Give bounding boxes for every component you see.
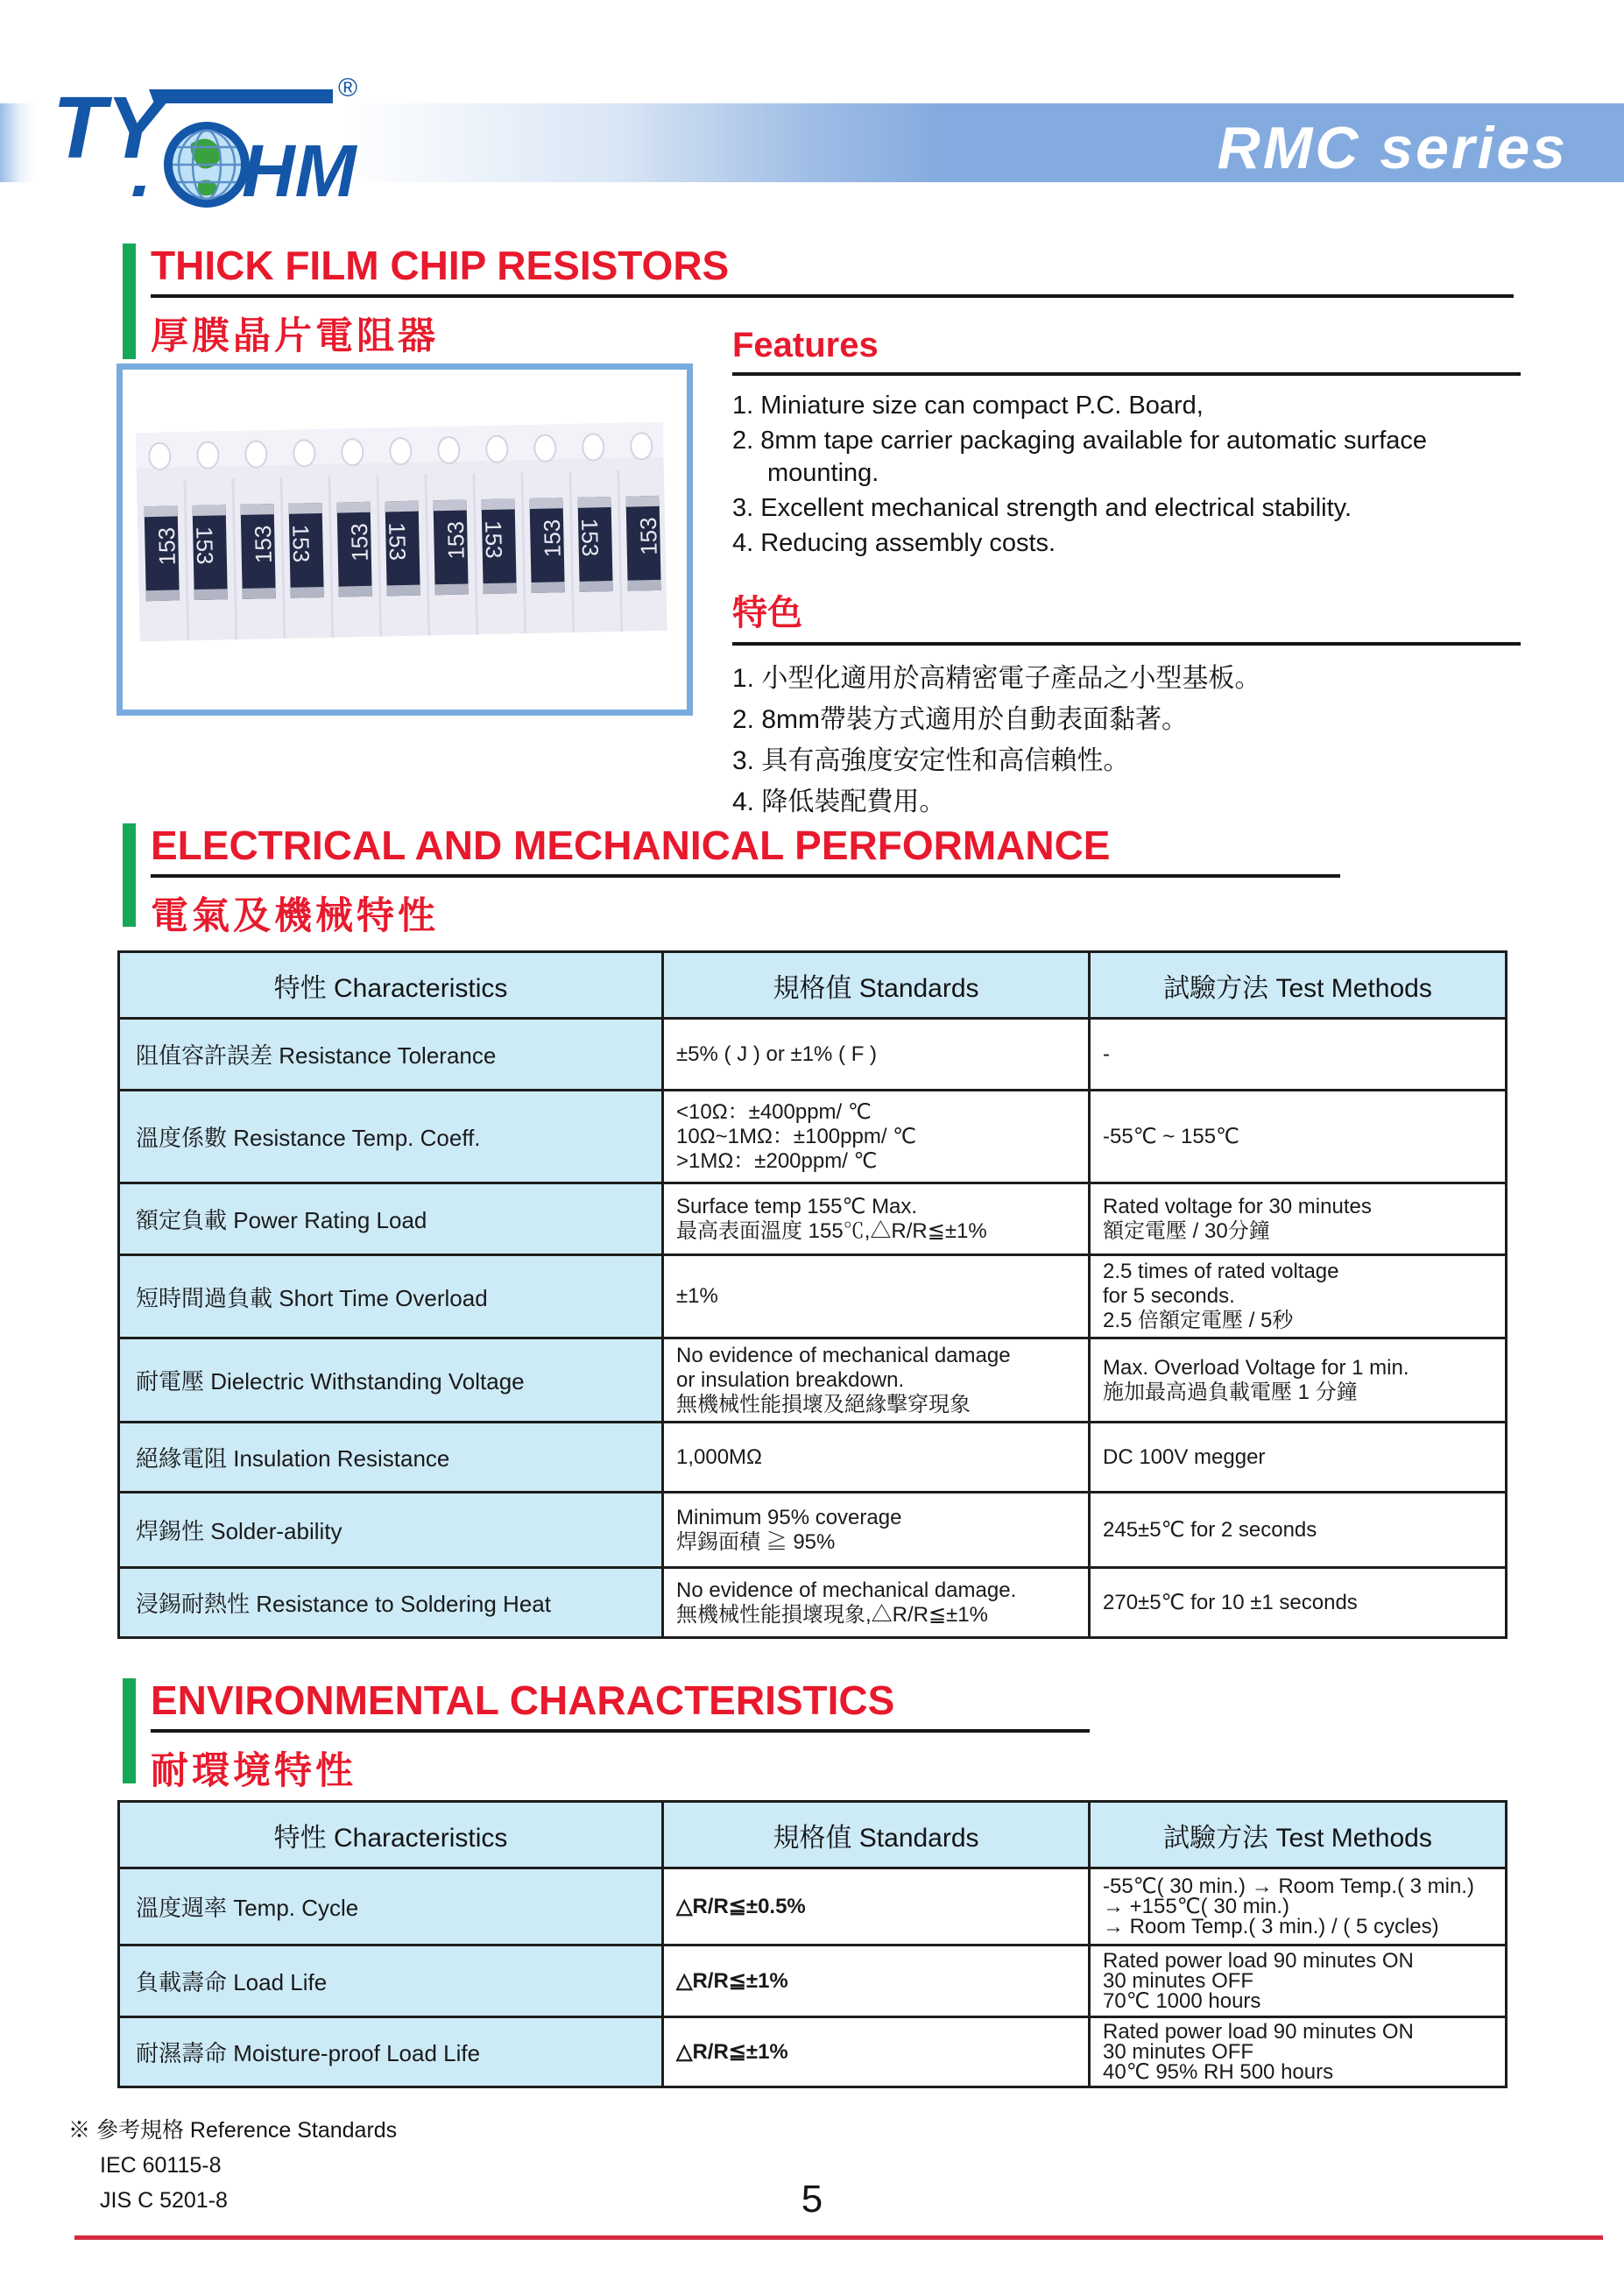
characteristics-cell: 絕緣電阻 Insulation Resistance xyxy=(119,1423,663,1493)
standards-cell: No evidence of mechanical damage or insulation breakdown. 無機械性能損壞及絕緣擊穿現象 xyxy=(663,1338,1090,1423)
series-title: RMC series xyxy=(1217,115,1568,181)
test-methods-cell: - xyxy=(1090,1019,1507,1091)
logo-top-bar xyxy=(149,89,333,103)
test-methods-cell: Max. Overload Voltage for 1 min. 施加最高過負載電壓 1 分鐘 xyxy=(1090,1338,1507,1423)
environmental-table xyxy=(117,1800,1507,2088)
green-bar xyxy=(123,823,136,927)
list-item: 3. Excellent mechanical strength and electrical stability. xyxy=(732,494,1352,522)
standards-cell: <10Ω：±400ppm/ ℃ 10Ω~1MΩ：±100ppm/ ℃ >1MΩ：±200ppm/ ℃ xyxy=(663,1091,1090,1183)
table-row xyxy=(119,1568,1507,1638)
section-environmental xyxy=(123,1677,1090,1795)
features-zh-rule xyxy=(732,642,1521,646)
column-header: 規格值 Standards xyxy=(663,1802,1090,1868)
chip-label: 153 xyxy=(384,522,412,561)
standards-cell: ±5% ( J ) or ±1% ( F ) xyxy=(663,1019,1090,1091)
column-header: 特性 Characteristics xyxy=(119,952,663,1019)
column-header: 試驗方法 Test Methods xyxy=(1090,1802,1507,1868)
chip-label: 153 xyxy=(345,523,373,562)
column-header: 特性 Characteristics xyxy=(119,1802,663,1868)
features-zh-title: 特色 xyxy=(732,594,802,632)
green-bar xyxy=(123,1678,136,1783)
title-rule xyxy=(151,1729,1090,1733)
list-item: IEC 60115-8 xyxy=(100,2153,222,2178)
footnote-title: 參考規格 Reference Standards xyxy=(95,2118,398,2143)
green-bar xyxy=(123,244,136,359)
standards-cell: △R/R≦±1% xyxy=(663,2017,1090,2087)
characteristics-cell: 額定負載 Power Rating Load xyxy=(119,1183,663,1255)
bottom-rule xyxy=(74,2235,1603,2240)
table-row xyxy=(119,1255,1507,1338)
intro-title-zh: 厚膜晶片電阻器 xyxy=(151,315,439,357)
chip-label: 153 xyxy=(287,524,315,563)
logo-dot xyxy=(132,186,145,196)
standards-cell: Minimum 95% coverage 焊錫面積 ≧ 95% xyxy=(663,1493,1090,1568)
chip-label: 153 xyxy=(249,525,277,564)
chip-label: 153 xyxy=(538,519,566,558)
list-item: JIS C 5201-8 xyxy=(100,2188,228,2213)
test-methods-cell: -55℃( 30 min.) → Room Temp.( 3 min.) → +155℃( 30 min.) → Room Temp.( 3 min.) / ( 5 cycles) xyxy=(1090,1868,1507,1945)
features-zh-block xyxy=(732,585,1521,824)
characteristics-cell: 短時間過負載 Short Time Overload xyxy=(119,1255,663,1338)
chip-label: 153 xyxy=(152,526,180,566)
product-photo xyxy=(117,364,693,716)
table-row xyxy=(119,1183,1507,1255)
environmental-title: ENVIRONMENTAL CHARACTERISTICS xyxy=(151,1677,895,1723)
chip-label: 153 xyxy=(480,519,508,559)
test-methods-cell: DC 100V megger xyxy=(1090,1423,1507,1493)
features-rule xyxy=(732,372,1521,376)
characteristics-cell: 耐電壓 Dielectric Withstanding Voltage xyxy=(119,1338,663,1423)
chip-label: 153 xyxy=(576,518,604,557)
characteristics-cell: 阻值容許誤差 Resistance Tolerance xyxy=(119,1019,663,1091)
test-methods-cell: Rated power load 90 minutes ON 30 minutes OFF 70℃ 1000 hours xyxy=(1090,1945,1507,2017)
table-row xyxy=(119,1423,1507,1493)
intro-title: THICK FILM CHIP RESISTORS xyxy=(151,243,730,288)
electrical-table xyxy=(117,950,1507,1639)
test-methods-cell: Rated power load 90 minutes ON 30 minutes OFF 40℃ 95% RH 500 hours xyxy=(1090,2017,1507,2087)
features-list xyxy=(732,390,1521,560)
list-item: 1. 小型化適用於高精密電子產品之小型基板。 xyxy=(732,664,1261,693)
characteristics-cell: 浸錫耐熱性 Resistance to Soldering Heat xyxy=(119,1568,663,1638)
list-item: 2. 8mm tape carrier packaging available for automatic surface mounting. xyxy=(732,427,1428,487)
test-methods-cell: -55℃ ~ 155℃ xyxy=(1090,1091,1507,1183)
chip-label: 153 xyxy=(441,520,470,560)
table-row xyxy=(119,1091,1507,1183)
section-electrical xyxy=(123,822,1340,940)
characteristics-cell: 焊錫性 Solder-ability xyxy=(119,1493,663,1568)
globe-icon xyxy=(168,126,245,203)
logo-ty: TY xyxy=(53,79,165,177)
list-item: 1. Miniature size can compact P.C. Board, xyxy=(732,392,1204,420)
characteristics-cell: 溫度係數 Resistance Temp. Coeff. xyxy=(119,1091,663,1183)
electrical-title: ELECTRICAL AND MECHANICAL PERFORMANCE xyxy=(151,823,1111,868)
column-header: 規格值 Standards xyxy=(663,952,1090,1019)
header-row xyxy=(119,952,1507,1019)
test-methods-cell: 270±5℃ for 10 ±1 seconds xyxy=(1090,1568,1507,1638)
features-zh-list xyxy=(732,660,1521,822)
list-item: 4. 降低裝配費用。 xyxy=(732,787,946,816)
standards-cell: 1,000MΩ xyxy=(663,1423,1090,1493)
list-item: 4. Reducing assembly costs. xyxy=(732,529,1056,557)
table-row xyxy=(119,1945,1507,2017)
page-number: 5 xyxy=(801,2178,823,2221)
table-row xyxy=(119,1493,1507,1568)
registered-mark-icon: ® xyxy=(338,74,358,102)
characteristics-cell: 溫度週率 Temp. Cycle xyxy=(119,1868,663,1945)
chip-label: 153 xyxy=(191,526,219,565)
chips xyxy=(145,496,663,601)
list-item: 2. 8mm帶裝方式適用於自動表面黏著。 xyxy=(732,705,1189,734)
characteristics-cell: 負載壽命 Load Life xyxy=(119,1945,663,2017)
tyohm-logo xyxy=(51,74,366,214)
test-methods-cell: 2.5 times of rated voltage for 5 seconds. 2.5 倍額定電壓 / 5秒 xyxy=(1090,1255,1507,1338)
standards-cell: Surface temp 155℃ Max. 最高表面溫度 155℃,△R/R≦±1% xyxy=(663,1183,1090,1255)
logo-hm: HM xyxy=(242,130,357,212)
features-block xyxy=(732,326,1521,562)
characteristics-cell: 耐濕壽命 Moisture-proof Load Life xyxy=(119,2017,663,2087)
standards-cell: △R/R≦±0.5% xyxy=(663,1868,1090,1945)
standards-cell: No evidence of mechanical damage. 無機械性能損壞現象,△R/R≦±1% xyxy=(663,1568,1090,1638)
title-rule xyxy=(151,294,1514,298)
table-row xyxy=(119,2017,1507,2087)
table-row xyxy=(119,1019,1507,1091)
title-rule xyxy=(151,874,1340,878)
test-methods-cell: 245±5℃ for 2 seconds xyxy=(1090,1493,1507,1568)
header-row xyxy=(119,1802,1507,1868)
chip-label: 153 xyxy=(634,517,662,556)
list-item: 3. 具有高強度安定性和高信賴性。 xyxy=(732,746,1130,775)
column-header: 試驗方法 Test Methods xyxy=(1090,952,1507,1019)
standards-cell: △R/R≦±1% xyxy=(663,1945,1090,2017)
electrical-title-zh: 電氣及機械特性 xyxy=(151,895,439,937)
footnote-mark: ※ xyxy=(68,2118,91,2143)
chip-tape-graphic xyxy=(123,370,687,710)
test-methods-cell: Rated voltage for 30 minutes 額定電壓 / 30分鐘 xyxy=(1090,1183,1507,1255)
standards-cell: ±1% xyxy=(663,1255,1090,1338)
environmental-title-zh: 耐環境特性 xyxy=(151,1750,357,1792)
features-title: Features xyxy=(732,326,879,364)
table-row xyxy=(119,1868,1507,1945)
table-row xyxy=(119,1338,1507,1423)
